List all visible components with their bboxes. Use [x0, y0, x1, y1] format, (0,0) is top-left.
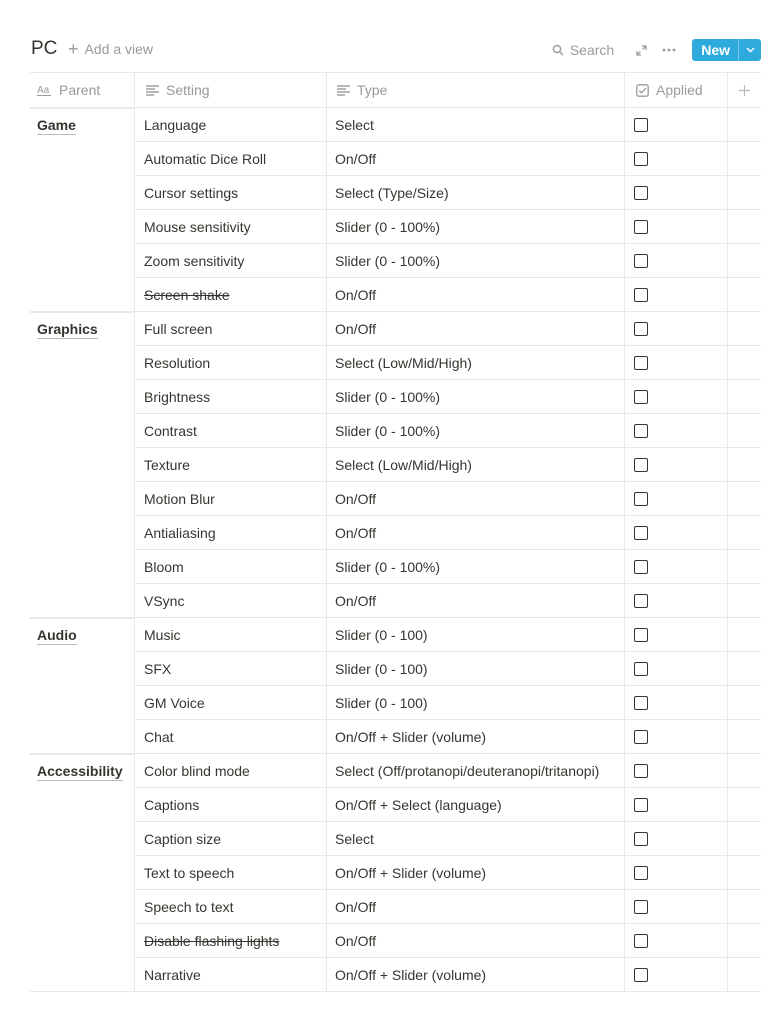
type-cell[interactable]	[327, 686, 625, 720]
table-row[interactable]	[30, 380, 761, 414]
parent-cell[interactable]	[30, 346, 135, 380]
applied-cell	[625, 278, 728, 312]
new-button[interactable]: New	[701, 42, 730, 58]
empty-cell	[728, 788, 761, 822]
setting-label: Mouse sensitivity	[144, 218, 251, 235]
empty-cell	[728, 618, 761, 652]
more-icon	[662, 48, 676, 52]
setting-cell[interactable]	[135, 958, 327, 992]
setting-cell[interactable]	[135, 550, 327, 584]
type-cell[interactable]	[327, 924, 625, 958]
applied-cell	[625, 958, 728, 992]
table-body	[30, 108, 761, 992]
setting-label: Caption size	[144, 830, 222, 847]
type-label: Slider (0 - 100%)	[335, 558, 441, 575]
type-cell[interactable]	[327, 584, 625, 618]
type-cell[interactable]	[327, 516, 625, 550]
column-header-parent-label: Parent	[59, 82, 101, 98]
applied-checkbox[interactable]	[634, 322, 648, 336]
applied-cell	[625, 856, 728, 890]
parent-cell[interactable]	[30, 822, 135, 856]
type-label: On/Off	[335, 286, 376, 303]
search-label: Search	[569, 42, 615, 58]
parent-cell[interactable]	[30, 482, 135, 516]
add-view-button[interactable]	[68, 41, 153, 57]
view-title[interactable]: PC	[31, 38, 58, 59]
setting-cell[interactable]	[135, 516, 327, 550]
type-cell[interactable]	[327, 414, 625, 448]
type-cell[interactable]	[327, 890, 625, 924]
setting-label: Zoom sensitivity	[144, 252, 245, 269]
table-row[interactable]	[30, 278, 761, 312]
parent-label[interactable]: Game	[37, 116, 76, 133]
type-label: Slider (0 - 100%)	[335, 422, 441, 439]
table-row[interactable]	[30, 856, 761, 890]
type-cell[interactable]	[327, 142, 625, 176]
parent-cell[interactable]	[30, 754, 135, 788]
applied-cell	[625, 618, 728, 652]
empty-cell	[728, 210, 761, 244]
empty-cell	[728, 584, 761, 618]
setting-cell[interactable]	[135, 210, 327, 244]
table-row[interactable]	[30, 346, 761, 380]
setting-label: Music	[144, 626, 181, 643]
empty-cell	[728, 380, 761, 414]
table-row[interactable]	[30, 584, 761, 618]
type-label: On/Off	[335, 490, 376, 507]
type-label: Slider (0 - 100)	[335, 626, 428, 643]
empty-cell	[728, 686, 761, 720]
table-row[interactable]	[30, 210, 761, 244]
setting-cell[interactable]	[135, 890, 327, 924]
applied-checkbox[interactable]	[634, 288, 648, 302]
setting-label: Automatic Dice Roll	[144, 150, 267, 167]
empty-cell	[728, 958, 761, 992]
applied-checkbox[interactable]	[634, 526, 648, 540]
parent-label[interactable]: Accessibility	[37, 762, 123, 779]
parent-cell[interactable]	[30, 550, 135, 584]
applied-checkbox[interactable]	[634, 390, 648, 404]
type-label: Select (Low/Mid/High)	[335, 456, 472, 473]
type-cell[interactable]	[327, 652, 625, 686]
applied-checkbox[interactable]	[634, 424, 648, 438]
setting-cell[interactable]	[135, 856, 327, 890]
expand-icon	[636, 45, 647, 56]
type-label: Select (Low/Mid/High)	[335, 354, 472, 371]
table-row[interactable]	[30, 618, 761, 652]
applied-checkbox[interactable]	[634, 934, 648, 948]
setting-label: Resolution	[144, 354, 211, 371]
parent-label[interactable]: Audio	[37, 626, 77, 643]
column-header-setting[interactable]	[135, 73, 327, 107]
applied-checkbox[interactable]	[634, 968, 648, 982]
toolbar-actions	[552, 38, 761, 62]
applied-checkbox[interactable]	[634, 356, 648, 370]
table-row[interactable]	[30, 720, 761, 754]
type-label: Slider (0 - 100)	[335, 694, 428, 711]
applied-cell	[625, 788, 728, 822]
applied-checkbox[interactable]	[634, 560, 648, 574]
table-row[interactable]	[30, 890, 761, 924]
type-label: On/Off	[335, 898, 376, 915]
type-label: Slider (0 - 100%)	[335, 218, 441, 235]
setting-cell[interactable]	[135, 822, 327, 856]
table-row[interactable]	[30, 788, 761, 822]
setting-cell[interactable]	[135, 482, 327, 516]
parent-cell[interactable]	[30, 686, 135, 720]
search-icon	[552, 44, 564, 56]
svg-text:Aa: Aa	[37, 85, 50, 96]
empty-cell	[728, 448, 761, 482]
parent-cell[interactable]	[30, 448, 135, 482]
type-cell[interactable]	[327, 822, 625, 856]
type-label: Select (Off/protanopi/deuteranopi/tritanopi)	[335, 762, 600, 779]
parent-cell[interactable]	[30, 108, 135, 142]
table-row[interactable]	[30, 108, 761, 142]
parent-cell[interactable]	[30, 890, 135, 924]
type-cell[interactable]	[327, 788, 625, 822]
setting-cell[interactable]	[135, 244, 327, 278]
table-row[interactable]	[30, 176, 761, 210]
add-view-label: Add a view	[84, 41, 153, 57]
table-row[interactable]	[30, 142, 761, 176]
type-label: Select (Type/Size)	[335, 184, 449, 201]
column-header-applied-label: Applied	[656, 82, 703, 98]
applied-cell	[625, 754, 728, 788]
table-row[interactable]	[30, 822, 761, 856]
setting-label: SFX	[144, 660, 172, 677]
setting-label: Brightness	[144, 388, 211, 405]
chevron-down-icon	[746, 47, 755, 53]
empty-cell	[728, 754, 761, 788]
parent-cell[interactable]	[30, 618, 135, 652]
type-cell[interactable]	[327, 618, 625, 652]
applied-cell	[625, 448, 728, 482]
checkbox-property-icon	[634, 83, 650, 97]
applied-checkbox[interactable]	[634, 254, 648, 268]
column-header-type-label: Type	[357, 82, 388, 98]
type-cell[interactable]	[327, 550, 625, 584]
parent-cell[interactable]	[30, 788, 135, 822]
applied-cell	[625, 652, 728, 686]
setting-label: VSync	[144, 592, 185, 609]
applied-cell	[625, 686, 728, 720]
setting-label: Contrast	[144, 422, 197, 439]
open-full-page-button[interactable]	[630, 39, 652, 61]
empty-cell	[728, 516, 761, 550]
setting-cell[interactable]	[135, 686, 327, 720]
type-cell[interactable]	[327, 754, 625, 788]
applied-checkbox[interactable]	[634, 730, 648, 744]
parent-cell[interactable]	[30, 584, 135, 618]
applied-checkbox[interactable]	[634, 118, 648, 132]
type-cell[interactable]	[327, 176, 625, 210]
setting-label: Speech to text	[144, 898, 234, 915]
setting-label: Chat	[144, 728, 174, 745]
applied-checkbox[interactable]	[634, 458, 648, 472]
setting-cell[interactable]	[135, 754, 327, 788]
applied-cell	[625, 720, 728, 754]
empty-cell	[728, 108, 761, 142]
table-row[interactable]	[30, 244, 761, 278]
table-row[interactable]	[30, 958, 761, 992]
title-property-icon	[37, 83, 53, 97]
applied-checkbox[interactable]	[634, 900, 648, 914]
applied-checkbox[interactable]	[634, 492, 648, 506]
setting-cell[interactable]	[135, 176, 327, 210]
table-row[interactable]	[30, 686, 761, 720]
setting-label: Captions	[144, 796, 200, 813]
setting-label: GM Voice	[144, 694, 205, 711]
type-label: On/Off	[335, 320, 376, 337]
setting-label: Narrative	[144, 966, 201, 983]
applied-checkbox[interactable]	[634, 832, 648, 846]
empty-cell	[728, 890, 761, 924]
type-cell[interactable]	[327, 210, 625, 244]
table-row[interactable]	[30, 924, 761, 958]
setting-cell[interactable]	[135, 448, 327, 482]
type-label: Slider (0 - 100)	[335, 660, 428, 677]
type-label: On/Off + Select (language)	[335, 796, 502, 813]
setting-cell[interactable]	[135, 278, 327, 312]
table-header	[30, 72, 761, 108]
applied-cell	[625, 924, 728, 958]
parent-cell[interactable]	[30, 312, 135, 346]
applied-cell	[625, 584, 728, 618]
setting-cell[interactable]	[135, 346, 327, 380]
applied-cell	[625, 482, 728, 516]
empty-cell	[728, 652, 761, 686]
setting-cell[interactable]	[135, 584, 327, 618]
setting-cell[interactable]	[135, 414, 327, 448]
setting-cell[interactable]	[135, 108, 327, 142]
type-cell[interactable]	[327, 278, 625, 312]
parent-cell[interactable]	[30, 210, 135, 244]
setting-cell[interactable]	[135, 312, 327, 346]
table-row[interactable]	[30, 482, 761, 516]
applied-checkbox[interactable]	[634, 866, 648, 880]
view-toolbar	[0, 0, 777, 72]
type-cell[interactable]	[327, 380, 625, 414]
setting-label: Bloom	[144, 558, 184, 575]
applied-checkbox[interactable]	[634, 798, 648, 812]
table-row[interactable]	[30, 652, 761, 686]
type-cell[interactable]	[327, 346, 625, 380]
table-row[interactable]	[30, 414, 761, 448]
setting-label: Screen shake	[144, 286, 230, 303]
setting-cell[interactable]	[135, 618, 327, 652]
parent-cell[interactable]	[30, 652, 135, 686]
setting-label: Texture	[144, 456, 190, 473]
type-cell[interactable]	[327, 448, 625, 482]
applied-checkbox[interactable]	[634, 696, 648, 710]
empty-cell	[728, 720, 761, 754]
column-header-parent[interactable]	[30, 73, 135, 107]
setting-label: Full screen	[144, 320, 213, 337]
type-label: On/Off	[335, 932, 376, 949]
column-header-type[interactable]	[327, 73, 625, 107]
type-label: On/Off	[335, 592, 376, 609]
type-label: Slider (0 - 100%)	[335, 388, 441, 405]
type-label: Select	[335, 116, 374, 133]
parent-cell[interactable]	[30, 856, 135, 890]
applied-cell	[625, 550, 728, 584]
setting-cell[interactable]	[135, 924, 327, 958]
setting-label: Antialiasing	[144, 524, 216, 541]
type-label: Select	[335, 830, 374, 847]
parent-cell[interactable]	[30, 278, 135, 312]
applied-checkbox[interactable]	[634, 764, 648, 778]
type-cell[interactable]	[327, 312, 625, 346]
parent-label[interactable]: Graphics	[37, 320, 98, 337]
applied-cell	[625, 414, 728, 448]
setting-label: Language	[144, 116, 207, 133]
type-label: On/Off	[335, 524, 376, 541]
setting-label: Color blind mode	[144, 762, 250, 779]
setting-cell[interactable]	[135, 720, 327, 754]
applied-cell	[625, 108, 728, 142]
empty-cell	[728, 482, 761, 516]
type-cell[interactable]	[327, 720, 625, 754]
applied-checkbox[interactable]	[634, 220, 648, 234]
applied-checkbox[interactable]	[634, 152, 648, 166]
applied-cell	[625, 890, 728, 924]
setting-label: Disable flashing lights	[144, 932, 280, 949]
type-label: On/Off + Slider (volume)	[335, 966, 487, 983]
applied-checkbox[interactable]	[634, 594, 648, 608]
setting-cell[interactable]	[135, 380, 327, 414]
empty-cell	[728, 856, 761, 890]
table-row[interactable]	[30, 516, 761, 550]
database-table	[30, 72, 761, 992]
text-property-icon	[335, 83, 351, 97]
search-button[interactable]	[552, 42, 614, 58]
applied-cell	[625, 346, 728, 380]
applied-cell	[625, 516, 728, 550]
applied-checkbox[interactable]	[634, 628, 648, 642]
applied-cell	[625, 142, 728, 176]
applied-cell	[625, 312, 728, 346]
type-cell[interactable]	[327, 244, 625, 278]
type-label: On/Off	[335, 150, 376, 167]
parent-cell[interactable]	[30, 720, 135, 754]
parent-cell[interactable]	[30, 414, 135, 448]
table-row[interactable]	[30, 550, 761, 584]
type-cell[interactable]	[327, 482, 625, 516]
more-options-button[interactable]	[658, 39, 680, 61]
parent-cell[interactable]	[30, 958, 135, 992]
add-property-button[interactable]	[728, 73, 761, 107]
new-dropdown-button[interactable]	[738, 39, 761, 61]
setting-cell[interactable]	[135, 142, 327, 176]
type-label: On/Off + Slider (volume)	[335, 864, 487, 881]
type-cell[interactable]	[327, 856, 625, 890]
new-button-group	[692, 39, 761, 61]
empty-cell	[728, 924, 761, 958]
parent-cell[interactable]	[30, 924, 135, 958]
applied-cell	[625, 822, 728, 856]
empty-cell	[728, 346, 761, 380]
parent-cell[interactable]	[30, 142, 135, 176]
table-row[interactable]	[30, 448, 761, 482]
type-cell[interactable]	[327, 108, 625, 142]
applied-cell	[625, 210, 728, 244]
plus-icon	[739, 85, 750, 96]
setting-label: Cursor settings	[144, 184, 239, 201]
setting-label: Text to speech	[144, 864, 235, 881]
empty-cell	[728, 550, 761, 584]
empty-cell	[728, 822, 761, 856]
empty-cell	[728, 414, 761, 448]
applied-checkbox[interactable]	[634, 186, 648, 200]
parent-cell[interactable]	[30, 516, 135, 550]
applied-checkbox[interactable]	[634, 662, 648, 676]
column-header-applied[interactable]	[625, 73, 728, 107]
table-row[interactable]	[30, 312, 761, 346]
setting-label: Motion Blur	[144, 490, 215, 507]
empty-cell	[728, 278, 761, 312]
setting-cell[interactable]	[135, 788, 327, 822]
empty-cell	[728, 244, 761, 278]
applied-cell	[625, 244, 728, 278]
empty-cell	[728, 176, 761, 210]
column-header-setting-label: Setting	[166, 82, 210, 98]
type-label: Slider (0 - 100%)	[335, 252, 441, 269]
type-label: On/Off + Slider (volume)	[335, 728, 487, 745]
text-property-icon	[144, 83, 160, 97]
applied-cell	[625, 176, 728, 210]
applied-cell	[625, 380, 728, 414]
empty-cell	[728, 312, 761, 346]
parent-cell[interactable]	[30, 380, 135, 414]
plus-icon: +	[68, 39, 79, 59]
table-row[interactable]	[30, 754, 761, 788]
parent-cell[interactable]	[30, 244, 135, 278]
type-cell[interactable]	[327, 958, 625, 992]
empty-cell	[728, 142, 761, 176]
parent-cell[interactable]	[30, 176, 135, 210]
setting-cell[interactable]	[135, 652, 327, 686]
